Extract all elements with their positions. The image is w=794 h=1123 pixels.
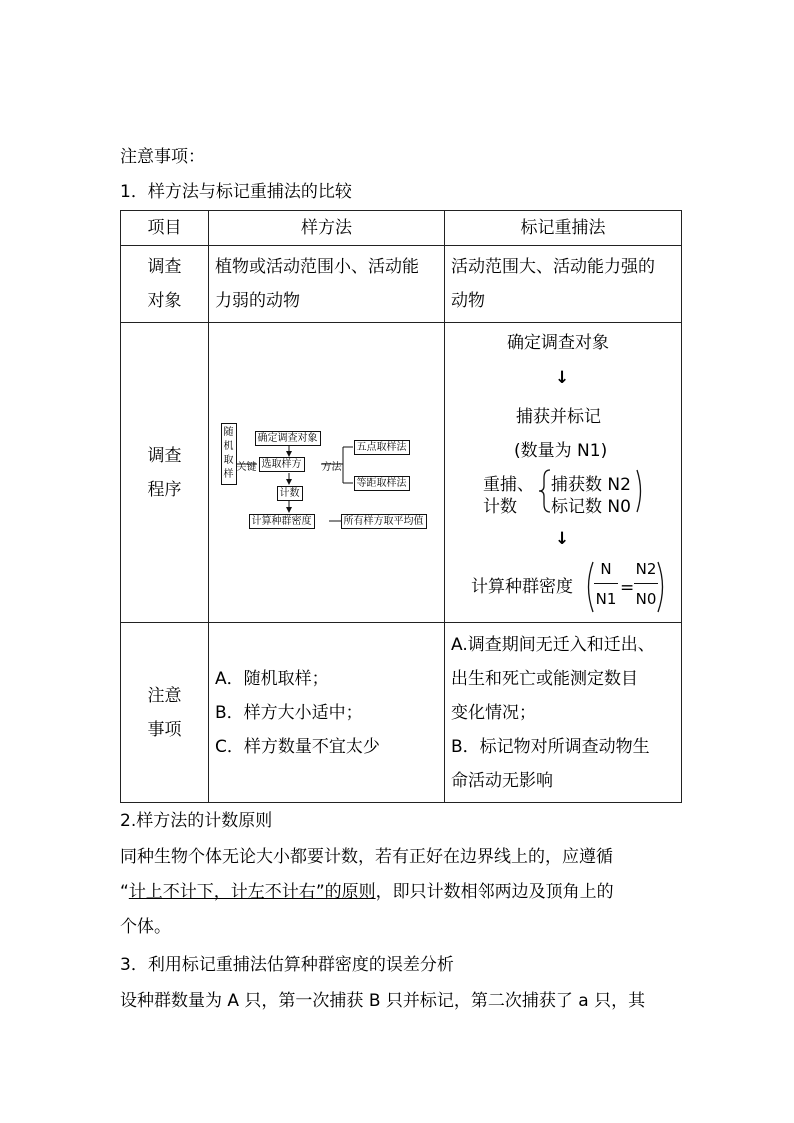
quote-close: ”的原则 bbox=[315, 882, 376, 902]
mark-step-capture: 捕获并标记 bbox=[516, 406, 601, 427]
quote-open: “ bbox=[120, 882, 129, 902]
row-subject bbox=[121, 246, 682, 323]
fraction-numerator-n2: N2 bbox=[635, 559, 657, 578]
right-paren-icon bbox=[635, 468, 645, 514]
text-line: 动物 bbox=[451, 291, 485, 311]
quadrat-subject bbox=[209, 246, 445, 323]
list-item: B．样方大小适中； bbox=[215, 702, 363, 723]
random-sampling-box bbox=[221, 423, 237, 485]
label-line: 注意 bbox=[147, 685, 182, 706]
section2-rest: ，即只计数相邻两边及顶角上的 bbox=[375, 882, 614, 902]
section2-paragraph-line1: 同种生物个体无论大小都要计数，若有正好在边界线上的，应遵循 bbox=[120, 847, 613, 867]
row-notes-label bbox=[121, 623, 209, 803]
equals-sign: = bbox=[620, 577, 635, 598]
section1-title: 1．样方法与标记重捕法的比较 bbox=[120, 182, 352, 202]
recapture-label-line2: 计数 bbox=[483, 496, 517, 517]
header-mark-recapture: 标记重捕法 bbox=[445, 211, 682, 246]
section2-title: 2.样方法的计数原则 bbox=[120, 811, 273, 831]
recapture-label-line1: 重捕、 bbox=[483, 474, 534, 495]
note-heading: 注意事项： bbox=[120, 147, 205, 167]
row-notes bbox=[121, 623, 682, 803]
marked-count: 标记数 N0 bbox=[551, 496, 631, 517]
method-label: 方法 bbox=[321, 461, 342, 473]
quadrat-flow-diagram bbox=[217, 403, 437, 543]
quadrat-notes bbox=[209, 623, 445, 803]
quadrat-procedure-cell bbox=[209, 323, 445, 623]
row-subject-label bbox=[121, 246, 209, 323]
side-char: 取 bbox=[223, 454, 234, 466]
mark-procedure-cell bbox=[445, 323, 682, 623]
fraction-bar-1 bbox=[594, 583, 618, 584]
select-quadrat-box: 选取样方 bbox=[259, 457, 305, 472]
list-item: A．随机取样； bbox=[215, 668, 329, 689]
mark-step-number: (数量为 N1) bbox=[514, 440, 608, 461]
table-header-row bbox=[121, 211, 682, 246]
side-char: 样 bbox=[223, 468, 234, 480]
fraction-numerator-n: N bbox=[600, 559, 612, 578]
counting-rule bbox=[129, 882, 376, 902]
text-line: 出生和死亡或能测定数目 bbox=[451, 668, 638, 689]
label-line: 对象 bbox=[147, 291, 182, 311]
down-arrow-icon-2: ↓ bbox=[555, 528, 570, 549]
row-procedure bbox=[121, 323, 682, 623]
mark-notes bbox=[445, 623, 682, 803]
side-char: 机 bbox=[223, 440, 234, 452]
equal-distance-box: 等距取样法 bbox=[354, 476, 410, 491]
header-item: 项目 bbox=[121, 211, 209, 246]
comparison-table bbox=[120, 210, 682, 803]
left-brace-icon bbox=[538, 468, 552, 514]
side-char: 随 bbox=[223, 426, 234, 438]
mark-procedure bbox=[445, 326, 681, 620]
text-line: 力弱的动物 bbox=[215, 291, 300, 311]
count-box: 计数 bbox=[277, 486, 303, 501]
label-line: 调查 bbox=[147, 257, 182, 277]
average-box: 所有样方取平均值 bbox=[341, 514, 427, 529]
section2-paragraph-line3: 个体。 bbox=[120, 917, 171, 937]
captured-count: 捕获数 N2 bbox=[551, 474, 631, 495]
formula-right-paren-icon bbox=[656, 560, 668, 614]
fraction-bar-2 bbox=[634, 583, 658, 584]
text-line: A.调查期间无迁入和迁出、 bbox=[451, 634, 655, 655]
calc-density-box: 计算种群密度 bbox=[249, 514, 315, 529]
label-line: 程序 bbox=[147, 479, 182, 500]
header-quadrat: 样方法 bbox=[209, 211, 445, 246]
text-line: 活动范围大、活动能力强的 bbox=[451, 257, 655, 277]
fraction-denominator-n1: N1 bbox=[595, 589, 617, 608]
text-line: B．标记物对所调查动物生 bbox=[451, 736, 650, 757]
down-arrow-icon: ↓ bbox=[555, 367, 570, 388]
text-line: 植物或活动范围小、活动能 bbox=[215, 257, 419, 277]
counting-rule-text: 计上不计下，计左不计右 bbox=[128, 882, 316, 902]
mark-subject bbox=[445, 246, 682, 323]
mark-step-calc: 计算种群密度 bbox=[471, 576, 573, 597]
formula-left-paren-icon bbox=[583, 560, 595, 614]
row-procedure-label bbox=[121, 323, 209, 623]
mark-step-confirm: 确定调查对象 bbox=[507, 332, 609, 353]
section2-paragraph-line2 bbox=[120, 877, 614, 902]
text-line: 变化情况； bbox=[451, 702, 536, 723]
confirm-subject-box: 确定调查对象 bbox=[255, 431, 321, 446]
list-item: C．样方数量不宜太少 bbox=[215, 736, 380, 757]
section3-title: 3．利用标记重捕法估算种群密度的误差分析 bbox=[120, 955, 454, 975]
text-line: 命活动无影响 bbox=[451, 770, 553, 791]
section3-paragraph-line1: 设种群数量为 A 只，第一次捕获 B 只并标记，第二次捕获了 a 只，其 bbox=[120, 991, 646, 1011]
five-point-box: 五点取样法 bbox=[354, 440, 410, 455]
key-label: 关键 bbox=[236, 461, 257, 473]
fraction-denominator-n0: N0 bbox=[635, 589, 657, 608]
label-line: 调查 bbox=[147, 445, 182, 466]
label-line: 事项 bbox=[147, 719, 182, 740]
